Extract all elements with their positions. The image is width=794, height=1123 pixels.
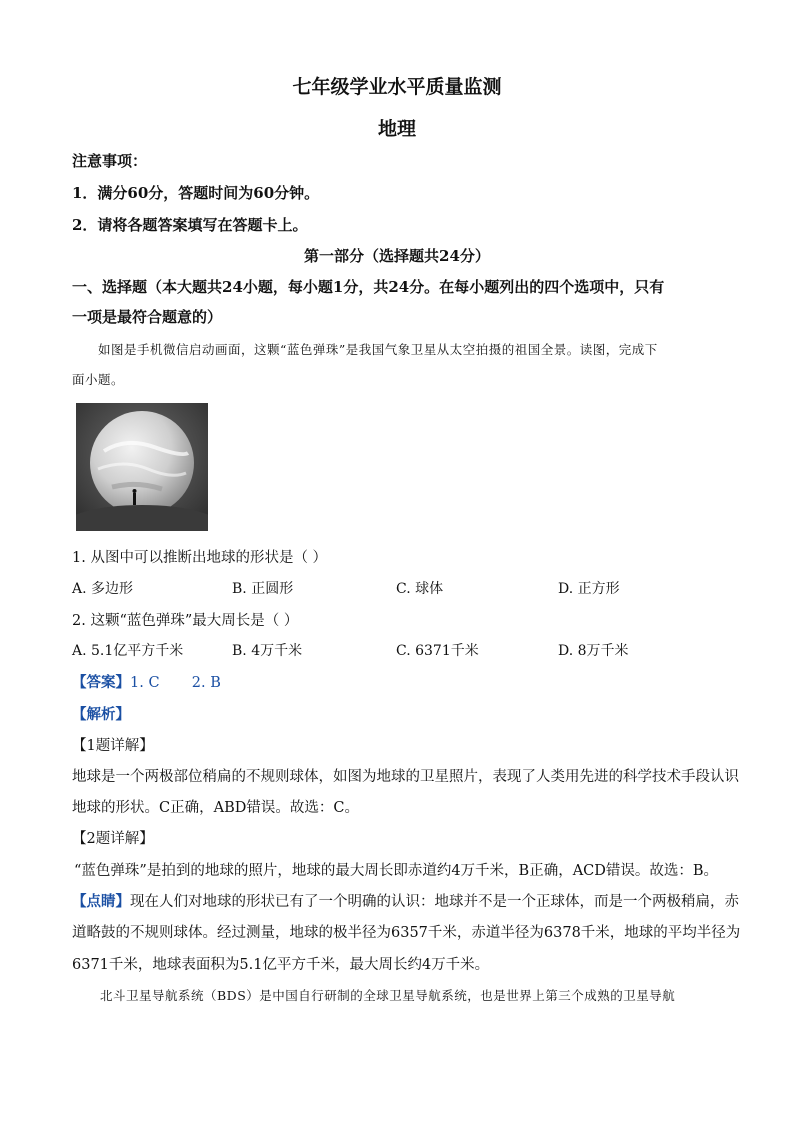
part-heading: 第一部分（选择题共24分） [304,247,490,265]
q2-option-a: A. 5.1亿平方千米 [72,643,184,659]
section-instruction-line2: 一项是最符合题意的） [72,308,223,326]
q1-analysis-line1: 地球是一个两极部位稍扁的不规则球体，如图为地球的卫星照片，表现了人类用先进的科学技术手段认识 [72,769,739,785]
q1-option-a: A. 多边形 [72,581,134,597]
tip-text-1: 现在人们对地球的形状已有了一个明确的认识：地球并不是一个正球体，而是一个两极稍扁，赤 [130,894,739,910]
notes-heading: 注意事项： [72,152,148,170]
question-2-stem: 2. 这颗“蓝色弹珠”最大周长是（ ） [72,613,299,629]
q1-option-b: B. 正圆形 [232,581,294,597]
tip-line1 [72,890,739,911]
question-1-stem: 1. 从图中可以推断出地球的形状是（ ） [72,550,328,566]
q1-analysis-line2: 地球的形状。C正确，ABD错误。故选：C。 [72,800,359,816]
q1-option-d: D. 正方形 [558,581,620,597]
note-item-2: 2．请将各题答案填写在答题卡上。 [72,216,308,234]
answer-tag: 【答案】 [72,674,130,691]
q2-analysis-heading: 【2题详解】 [72,831,154,847]
subject-title: 地理 [377,118,416,140]
tip-tag: 【点睛】 [72,893,130,910]
q2-option-b: B. 4万千米 [232,643,303,659]
q2-analysis-line1: “蓝色弹珠”是拍到的地球的照片，地球的最大周长即赤道约4万千米，B正确，ACD错误。故选：B。 [74,863,719,879]
tip-line2: 道略鼓的不规则球体。经过测量，地球的极半径为6357千米，赤道半径为6378千米，地球的平均半径为 [72,925,741,941]
note-item-1: 1．满分60分，答题时间为60分钟。 [72,184,320,202]
section-instruction-line1: 一、选择题（本大题共24小题，每小题1分，共24分。在每小题列出的四个选项中，只有 [72,278,665,296]
answer-line [72,671,221,692]
q2-option-d: D. 8万千米 [558,643,629,659]
q1-analysis-heading: 【1题详解】 [72,738,154,754]
earth-photo [76,403,208,531]
q1-option-c: C. 球体 [396,581,444,597]
exam-title: 七年级学业水平质量监测 [292,76,502,98]
answer-values: 1. C 2. B [130,675,221,691]
passage-line2: 面小题。 [72,372,125,387]
tip-line3: 6371千米，地球表面积为5.1亿平方千米，最大周长约4万千米。 [72,957,490,973]
q2-option-c: C. 6371千米 [396,643,479,659]
analysis-tag: 【解析】 [72,706,130,723]
passage2-line1: 北斗卫星导航系统（BDS）是中国自行研制的全球卫星导航系统，也是世界上第三个成熟的卫星导航 [100,988,676,1003]
passage-line1: 如图是手机微信启动画面，这颗“蓝色弹珠”是我国气象卫星从太空拍摄的祖国全景。读图，完成下 [98,342,658,357]
